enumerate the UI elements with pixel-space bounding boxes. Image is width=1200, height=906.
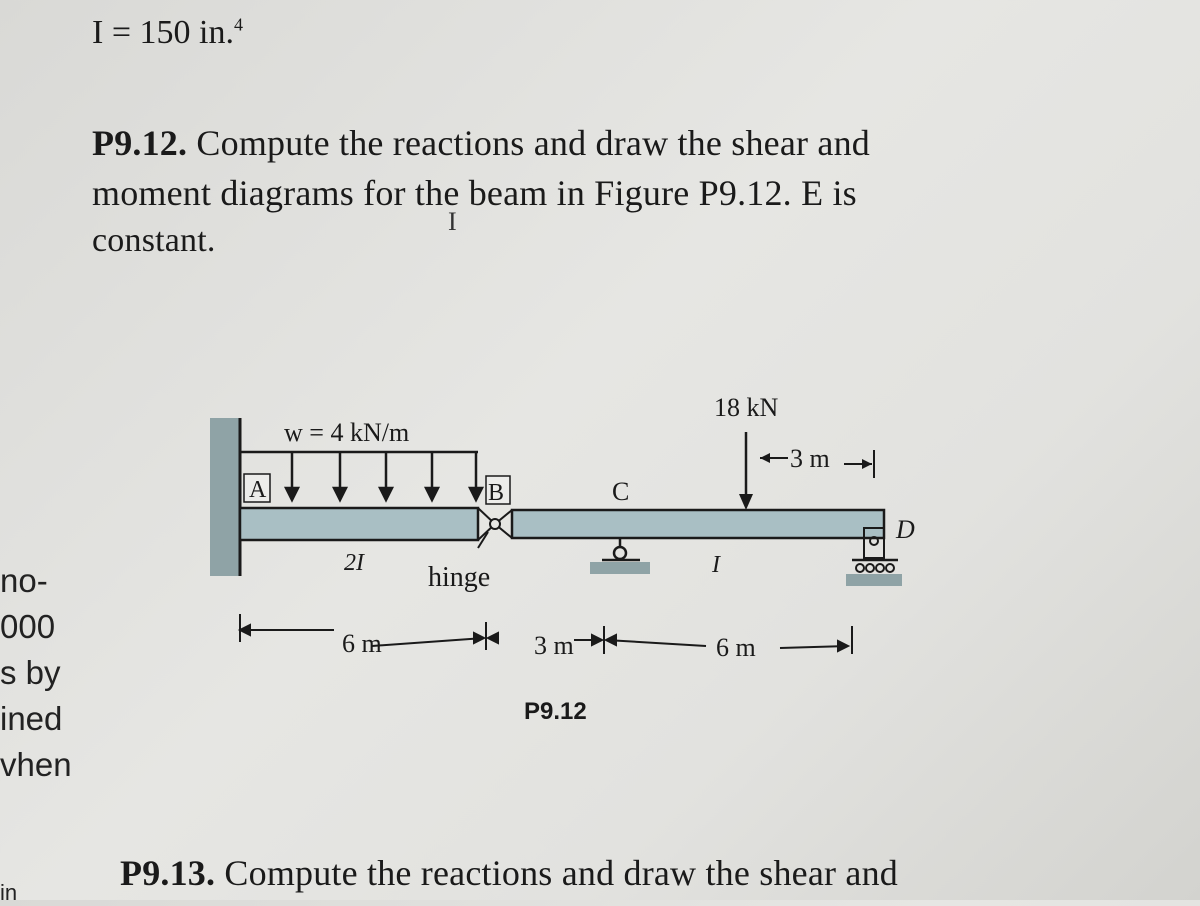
text-cursor-icon: I	[448, 207, 457, 236]
formula-exponent: 4	[233, 14, 243, 35]
distributed-load-label: w = 4 kN/m	[284, 418, 410, 447]
margin-fragment: vhen	[0, 746, 72, 783]
distributed-load-arrows	[286, 452, 482, 500]
dim-label-bc: 3 m	[534, 631, 574, 660]
margin-fragment: 000	[0, 608, 56, 645]
point-load-arrow-icon	[739, 494, 753, 510]
margin-fragment: in	[0, 880, 18, 905]
margin-fragment: s by	[0, 654, 61, 691]
point-b-label: B	[488, 480, 505, 506]
fixed-support-wall	[210, 418, 240, 576]
dim-label-cd: 6 m	[716, 633, 756, 662]
problem-text-1: Compute the reactions and draw the shear and	[196, 123, 870, 163]
formula: I = 150 in.	[92, 14, 234, 51]
problem-number: P9.12.	[92, 123, 188, 163]
problem-statement-line-3: constant.	[92, 222, 216, 259]
problem-statement-line-2: moment diagrams for the beam in Figure P9.12. E is	[92, 173, 857, 213]
hinge-icon	[478, 508, 512, 548]
inertia-label-right: I	[712, 552, 720, 578]
inertia-label-left: 2I	[344, 550, 364, 576]
beam-segment-ab	[240, 508, 478, 540]
point-c-label: C	[612, 477, 630, 506]
point-d-label: D	[896, 515, 915, 544]
point-load-label: 18 kN	[714, 393, 779, 422]
figure-caption: P9.12	[524, 698, 587, 725]
next-problem-text: P9.13. Compute the reactions and draw the shear and	[120, 853, 898, 893]
roller-support-c-icon	[590, 538, 650, 574]
dim-label-top: 3 m	[790, 444, 830, 473]
point-a-label: A	[249, 477, 267, 503]
hinge-label: hinge	[428, 562, 491, 593]
beam-segment-bd	[512, 510, 884, 538]
margin-fragment: no-	[0, 562, 48, 599]
dim-label-ab: 6 m	[342, 629, 382, 658]
margin-fragment: ined	[0, 700, 63, 737]
